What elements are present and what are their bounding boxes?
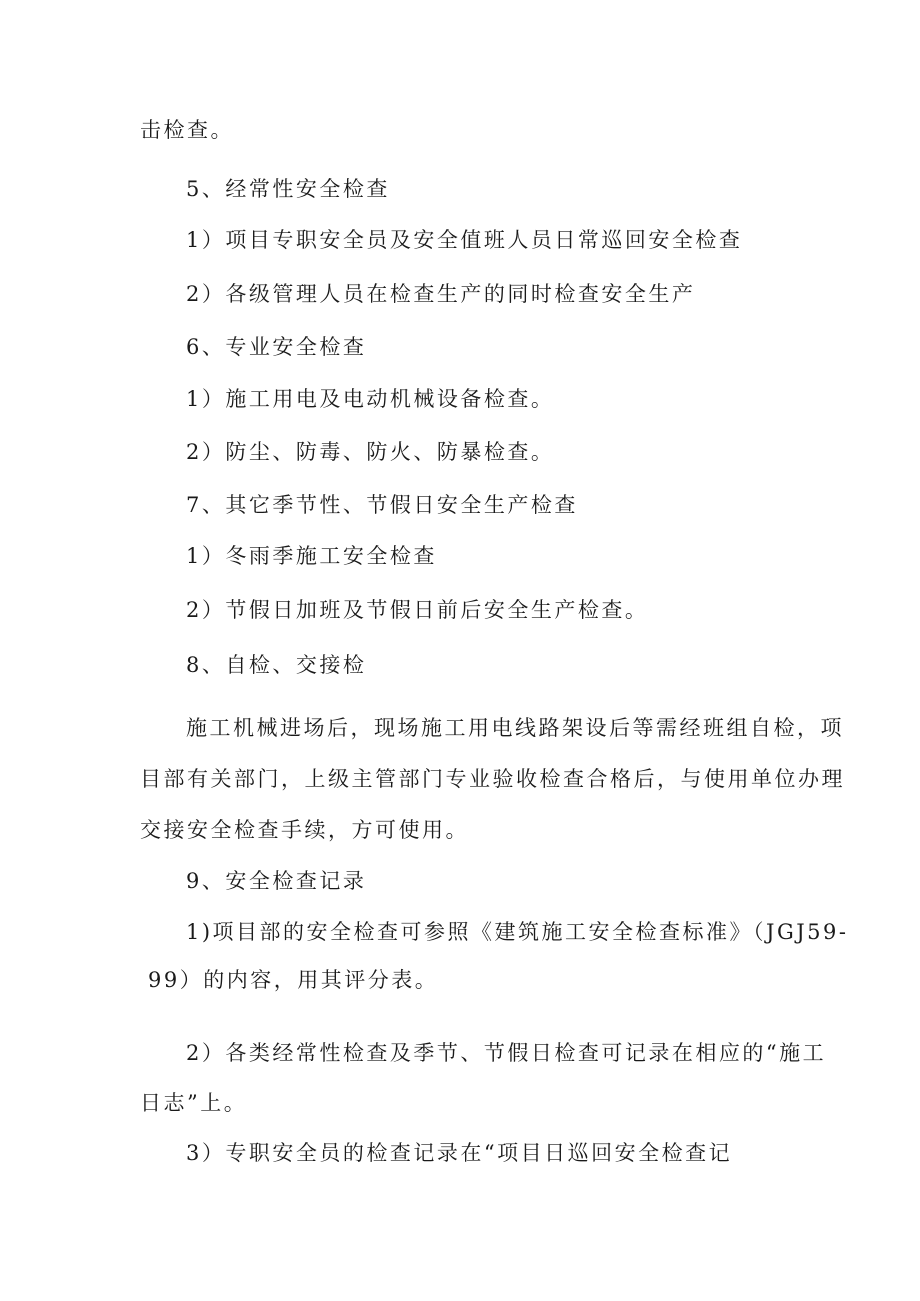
list-item: 1）冬雨季施工安全检查	[186, 544, 437, 568]
section-heading-5: 5、经常性安全检查	[186, 177, 390, 201]
list-item: 2）防尘、防毒、防火、防暴检查。	[186, 440, 555, 464]
list-item: 2）各类经常性检查及季节、节假日检查可记录在相应的“施工	[186, 1041, 827, 1065]
list-item: 3）专职安全员的检查记录在“项目日巡回安全检查记	[186, 1141, 733, 1165]
paragraph-line: 施工机械进场后，现场施工用电线路架设后等需经班组自检，项	[186, 716, 844, 740]
list-item: 1）施工用电及电动机械设备检查。	[186, 387, 555, 411]
section-heading-7: 7、其它季节性、节假日安全生产检查	[186, 493, 578, 517]
section-heading-8: 8、自检、交接检	[186, 653, 367, 677]
list-item: 1)项目部的安全检查可参照《建筑施工安全检查标准》（JGJ59-	[186, 920, 849, 944]
text-line-continuation: 击检查。	[140, 118, 234, 142]
list-item: 2）节假日加班及节假日前后安全生产检查。	[186, 598, 649, 622]
list-item-continuation: 99）的内容，用其评分表。	[148, 968, 439, 992]
section-heading-6: 6、专业安全检查	[186, 335, 367, 359]
list-item-continuation: 日志”上。	[140, 1091, 248, 1115]
list-item: 1）项目专职安全员及安全值班人员日常巡回安全检查	[186, 228, 743, 252]
section-heading-9: 9、安全检查记录	[186, 869, 367, 893]
paragraph-line: 交接安全检查手续，方可使用。	[140, 818, 469, 842]
list-item: 2）各级管理人员在检查生产的同时检查安全生产	[186, 282, 696, 306]
paragraph-line: 目部有关部门，上级主管部门专业验收检查合格后，与使用单位办理	[140, 767, 845, 791]
